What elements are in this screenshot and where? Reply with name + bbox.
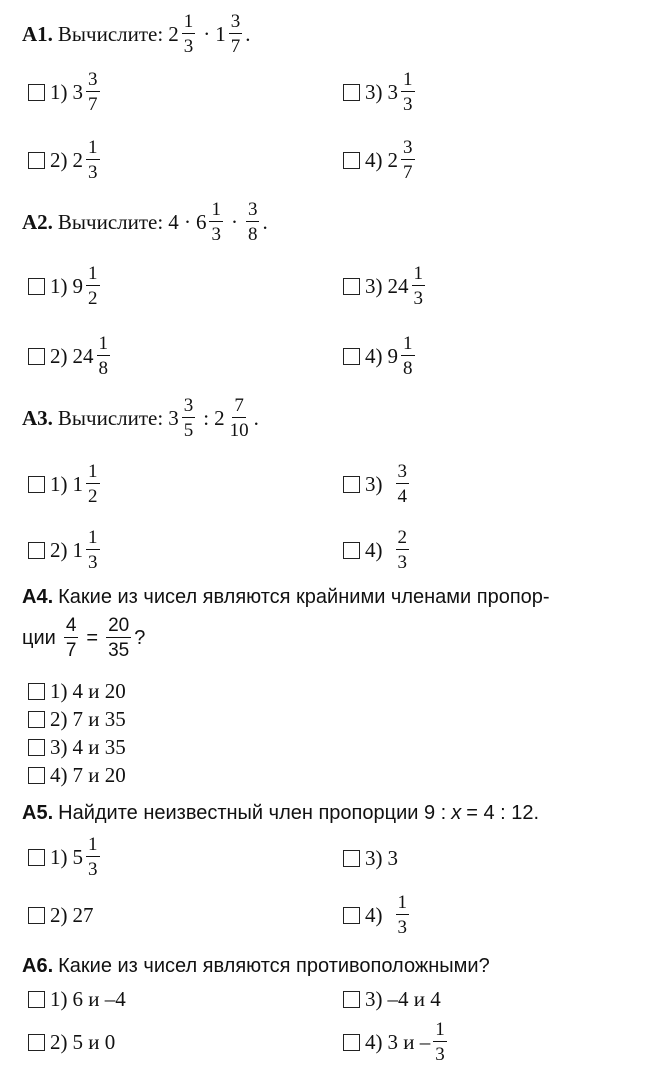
expr-whole: 3	[168, 405, 179, 430]
expr-operator: ·	[203, 21, 211, 46]
checkbox[interactable]	[343, 907, 360, 924]
expr-whole: 2	[214, 405, 225, 430]
expr-fraction: $\frac{4}{7}$	[65, 615, 77, 661]
checkbox[interactable]	[28, 1034, 45, 1051]
expr-fraction: $\frac{1}{3}$	[211, 199, 221, 245]
checkbox[interactable]	[28, 348, 45, 365]
checkbox[interactable]	[343, 991, 360, 1008]
option-a3-3[interactable]: 3) $\frac{3}{4}$	[343, 462, 412, 506]
expr-fraction: $\frac{1}{3}$	[183, 11, 194, 57]
expr-fraction: $\frac{3}{8}$	[247, 199, 258, 245]
option-a2-2[interactable]: 2) 24 $\frac{1}{8}$	[28, 334, 113, 378]
question-a6	[22, 955, 490, 978]
checkbox[interactable]	[28, 907, 45, 924]
option-a2-1[interactable]: 1) 9 $\frac{1}{2}$	[28, 264, 103, 308]
option-a2-3[interactable]: 3) 24 $\frac{1}{3}$	[343, 264, 428, 308]
expr-prefix: 4 ·	[168, 209, 191, 234]
checkbox[interactable]	[28, 849, 45, 866]
question-prompt: Найдите неизвестный член пропорции 9 :	[58, 802, 447, 824]
checkbox[interactable]	[28, 152, 45, 169]
checkbox[interactable]	[28, 542, 45, 559]
option-a1-4[interactable]: 4) 2 $\frac{3}{7}$	[343, 138, 418, 182]
option-a3-2[interactable]: 2) 1 $\frac{1}{3}$	[28, 528, 103, 572]
option-a1-1[interactable]: 1) 3 $\frac{3}{7}$	[28, 70, 103, 114]
option-a6-4[interactable]: 4) 3 и – $\frac{1}{3}$	[343, 1020, 450, 1064]
question-prompt: Какие из чисел являются противоположными?	[58, 955, 490, 977]
expr-operator: =	[86, 626, 99, 649]
expr-fraction: $\frac{20}{35}$	[108, 615, 130, 661]
checkbox[interactable]	[343, 542, 360, 559]
checkbox[interactable]	[343, 278, 360, 295]
option-a4-1[interactable]: 1) 4 и 20	[28, 679, 126, 704]
option-a5-1[interactable]: 1) 5 $\frac{1}{3}$	[28, 835, 103, 879]
question-a4-line2	[22, 616, 145, 660]
expr-whole: 1	[215, 21, 226, 46]
expr-operator: :	[203, 405, 210, 430]
question-prompt: Вычислите:	[57, 21, 164, 46]
question-a1	[22, 12, 250, 56]
option-a5-2[interactable]: 2) 27	[28, 903, 94, 928]
option-a2-4[interactable]: 4) 9 $\frac{1}{8}$	[343, 334, 418, 378]
expr-whole: 6	[195, 209, 207, 234]
option-a1-2[interactable]: 2) 2 $\frac{1}{3}$	[28, 138, 103, 182]
expr-end: .	[245, 21, 251, 46]
expr-operator: ·	[230, 209, 238, 234]
question-a3	[22, 396, 259, 440]
question-prompt-cont: ции	[22, 626, 56, 649]
checkbox[interactable]	[28, 278, 45, 295]
checkbox[interactable]	[28, 739, 45, 756]
checkbox[interactable]	[343, 152, 360, 169]
option-a6-3[interactable]: 3) –4 и 4	[343, 987, 441, 1012]
option-a5-3[interactable]: 3) 3	[343, 846, 398, 871]
option-a3-4[interactable]: 4) $\frac{2}{3}$	[343, 528, 412, 572]
question-number: A3.	[22, 405, 53, 430]
question-number: A4.	[22, 586, 54, 608]
option-a4-3[interactable]: 3) 4 и 35	[28, 735, 126, 760]
checkbox[interactable]	[28, 84, 45, 101]
question-a5	[22, 802, 539, 825]
expr-whole: 2	[168, 21, 179, 46]
checkbox[interactable]	[28, 991, 45, 1008]
question-prompt-end: = 4 : 12.	[466, 802, 540, 824]
option-a3-1[interactable]: 1) 1 $\frac{1}{2}$	[28, 462, 103, 506]
option-a5-4[interactable]: 4) $\frac{1}{3}$	[343, 893, 412, 937]
checkbox[interactable]	[343, 850, 360, 867]
question-a2	[22, 200, 268, 244]
expr-fraction: $\frac{3}{7}$	[230, 11, 241, 57]
expr-fraction: $\frac{7}{10}$	[229, 395, 249, 441]
checkbox[interactable]	[343, 1034, 360, 1051]
question-number: A6.	[22, 955, 54, 977]
question-number: A2.	[22, 209, 53, 234]
checkbox[interactable]	[28, 476, 45, 493]
checkbox[interactable]	[28, 683, 45, 700]
question-a4	[22, 586, 550, 609]
option-a1-3[interactable]: 3) 3 $\frac{1}{3}$	[343, 70, 418, 114]
expr-end: .	[262, 209, 268, 234]
expr-end: ?	[134, 626, 146, 649]
expr-fraction: $\frac{3}{5}$	[183, 395, 194, 441]
question-prompt: Вычислите:	[57, 405, 164, 430]
option-a6-1[interactable]: 1) 6 и –4	[28, 987, 126, 1012]
checkbox[interactable]	[343, 84, 360, 101]
checkbox[interactable]	[343, 348, 360, 365]
option-a4-2[interactable]: 2) 7 и 35	[28, 707, 126, 732]
question-number: A5.	[22, 802, 54, 824]
question-prompt: Вычислите:	[57, 209, 164, 234]
checkbox[interactable]	[343, 476, 360, 493]
option-a4-4[interactable]: 4) 7 и 20	[28, 763, 126, 788]
option-a6-2[interactable]: 2) 5 и 0	[28, 1030, 115, 1055]
expr-end: .	[253, 405, 259, 430]
checkbox[interactable]	[28, 711, 45, 728]
question-prompt: Какие из чисел являются крайними членами пропор-	[58, 586, 550, 608]
variable-x: x	[451, 802, 462, 824]
checkbox[interactable]	[28, 767, 45, 784]
question-number: A1.	[22, 21, 53, 46]
